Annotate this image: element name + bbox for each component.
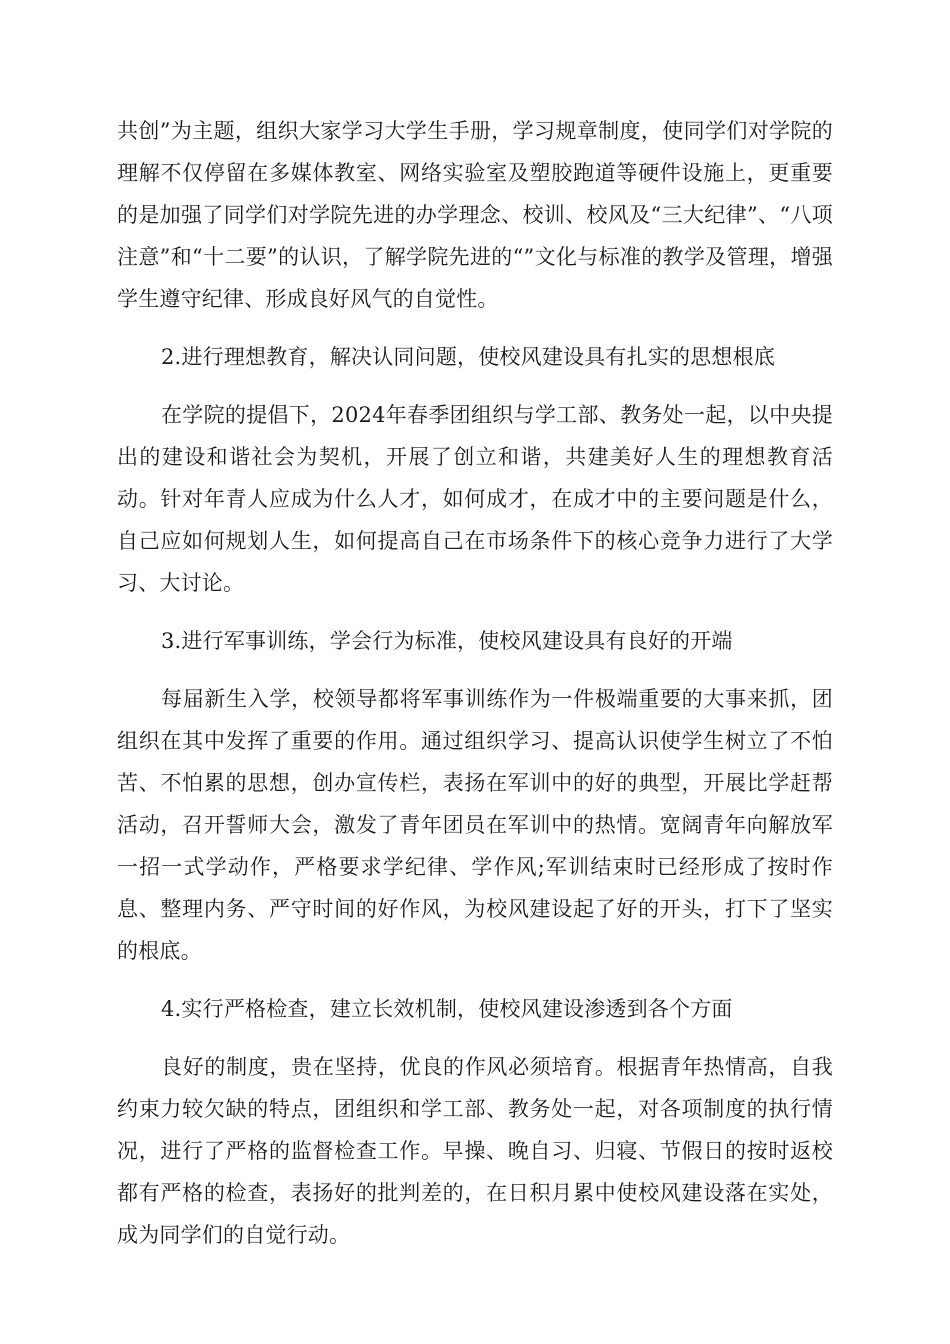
section-heading-ideal-education: 2.进行理想教育，解决认同问题，使校风建设具有扎实的思想根底 <box>161 345 776 369</box>
paragraph-ideal-education: 在学院的提倡下，2024年春季团组织与学工部、教务处一起，以中央提出的建设和谐社会为契机，开展了创立和谐，共建美好人生的理想教育活动。针对年青人应成为什么人才，如何成才，在成才中的主要问题是什么，自己应如何规划人生，如何提高自己在市场条件下的核心竞争力进行了大学习、大讨论。 <box>117 403 833 595</box>
section-heading-strict-inspection: 4.实行严格检查，建立长效机制，使校风建设渗透到各个方面 <box>161 997 733 1021</box>
section-heading-military-training: 3.进行军事训练，学会行为标准，使校风建设具有良好的开端 <box>161 629 733 653</box>
paragraph-strict-inspection: 良好的制度，贵在坚持，优良的作风必须培育。根据青年热情高，自我约束力较欠缺的特点，团组织和学工部、教务处一起，对各项制度的执行情况，进行了严格的监督检查工作。早操、晚自习、归寝、节假日的按时返校都有严格的检查，表扬好的批判差的，在日积月累中使校风建设落在实处，成为同学们的自觉行动。 <box>117 1055 833 1247</box>
paragraph-school-rules: 共创”为主题，组织大家学习大学生手册，学习规章制度，使同学们对学院的理解不仅停留在多媒体教室、网络实验室及塑胶跑道等硬件设施上，更重要的是加强了同学们对学院先进的办学理念、校训、校风及“三大纪律”、“八项注意”和“十二要”的认识，了解学院先进的“”文化与标准的教学及管理，增强学生遵守纪律、形成良好风气的自觉性。 <box>117 119 833 311</box>
paragraph-military-training: 每届新生入学，校领导都将军事训练作为一件极端重要的大事来抓，团组织在其中发挥了重要的作用。通过组织学习、提高认识使学生树立了不怕苦、不怕累的思想，创办宣传栏，表扬在军训中的好的典型，开展比学赶帮活动，召开誓师大会，激发了青年团员在军训中的热情。宽阔青年向解放军一招一式学动作，严格要求学纪律、学作风;军训结束时已经形成了按时作息、整理内务、严守时间的好作风，为校风建设起了好的开头，打下了坚实的根底。 <box>117 687 833 963</box>
document-body <box>117 110 833 1272</box>
